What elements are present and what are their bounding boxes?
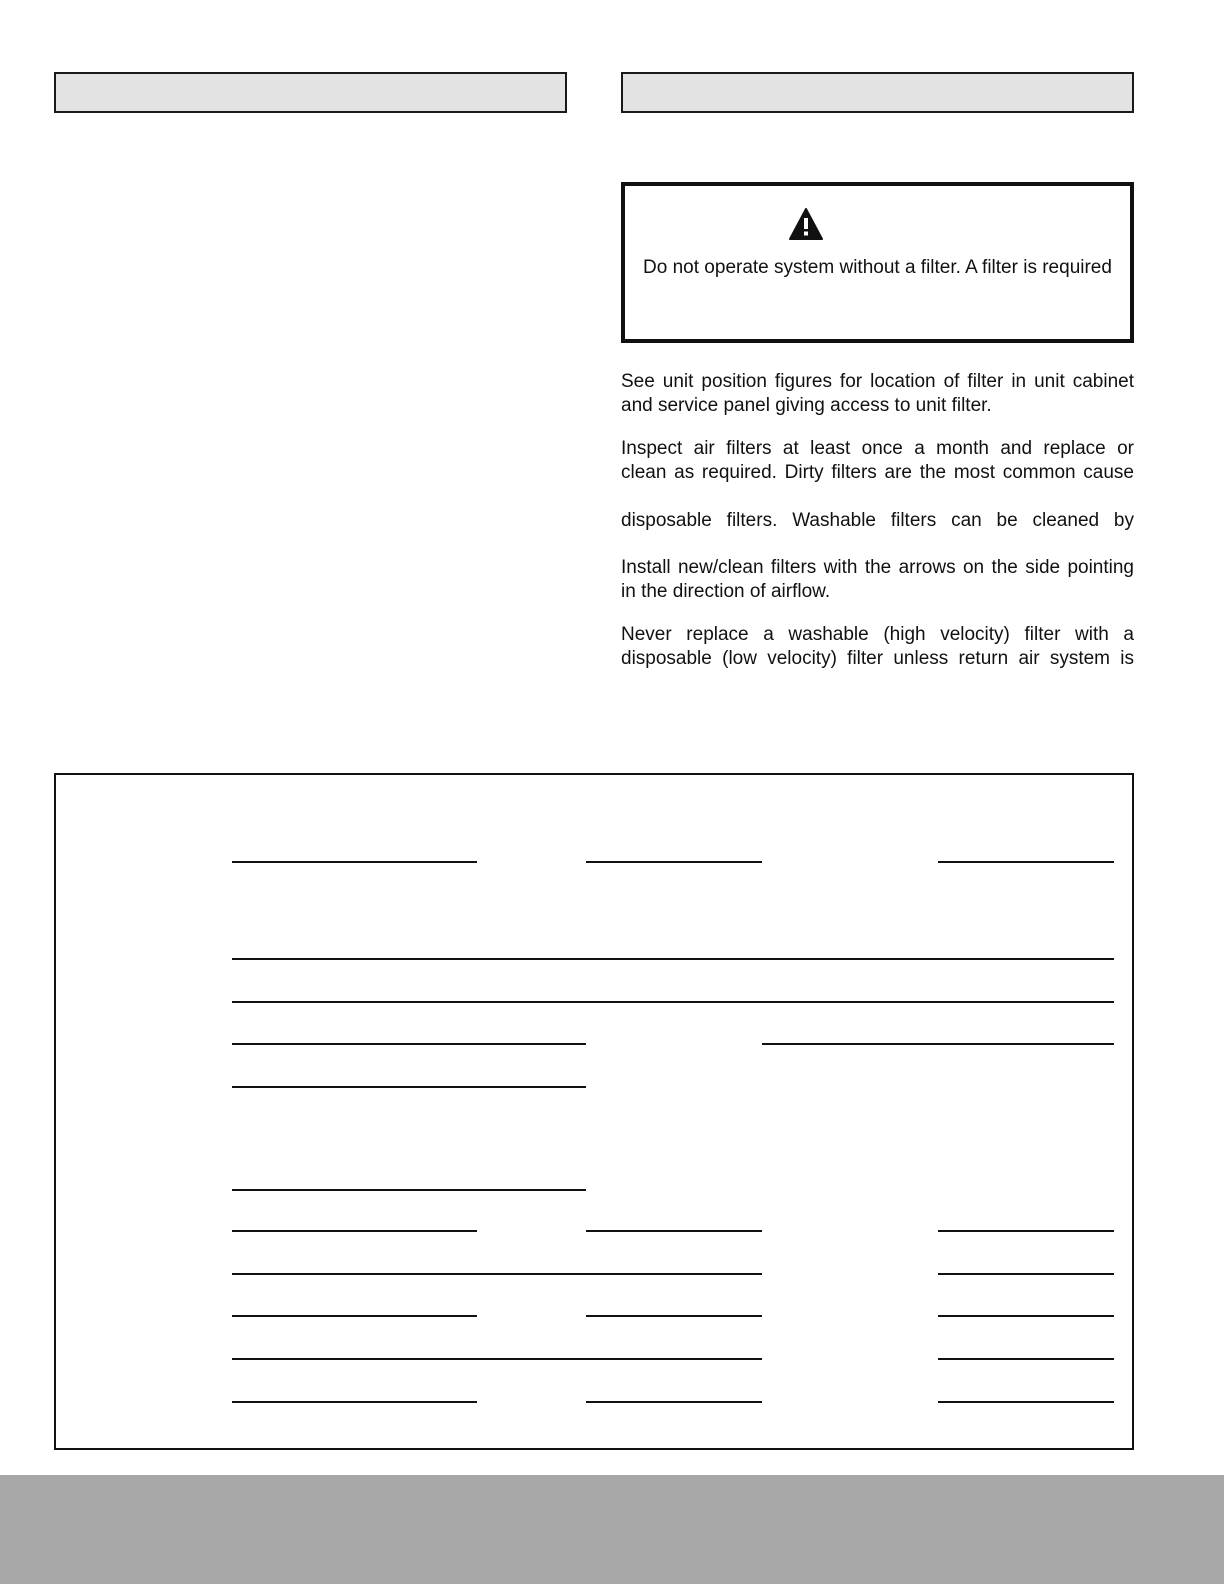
paragraph-never-replace xyxy=(621,623,1134,671)
paragraph-line: disposable filters. Washable filters can be cleaned by xyxy=(621,510,1134,531)
blank-line xyxy=(232,1086,586,1088)
warning-text: Do not operate system without a filter. A filter is required xyxy=(643,257,1112,278)
blank-line xyxy=(938,1358,1114,1360)
blank-line xyxy=(938,1315,1114,1317)
blank-line xyxy=(938,1230,1114,1232)
blank-line xyxy=(232,861,477,863)
footer-band xyxy=(0,1475,1224,1584)
warning-box xyxy=(621,182,1134,343)
warning-triangle-icon xyxy=(789,208,823,240)
blank-line xyxy=(232,1273,762,1275)
blank-line xyxy=(232,1358,762,1360)
paragraph-line: clean as required. Dirty filters are the most common cause xyxy=(621,462,1134,483)
paragraph-install-filters xyxy=(621,556,1134,604)
record-form-box xyxy=(54,773,1134,1450)
blank-line xyxy=(586,1230,762,1232)
paragraph-line: in the direction of airflow. xyxy=(621,581,831,602)
paragraph-line: and service panel giving access to unit filter. xyxy=(621,395,992,416)
paragraph-line: See unit position figures for location of filter in unit cabinet xyxy=(621,371,1134,392)
blank-line xyxy=(232,958,1114,960)
paragraph-line: Never replace a washable (high velocity) filter with a xyxy=(621,624,1134,645)
blank-line xyxy=(232,1043,586,1045)
blank-line xyxy=(762,1043,1114,1045)
paragraph-filter-location xyxy=(621,370,1134,418)
blank-line xyxy=(232,1001,1114,1003)
paragraph-line: disposable (low velocity) filter unless return air system is xyxy=(621,648,1134,669)
section-header-right xyxy=(621,72,1134,113)
blank-line xyxy=(938,861,1114,863)
blank-line xyxy=(938,1401,1114,1403)
blank-line xyxy=(232,1315,477,1317)
paragraph-line: Install new/clean filters with the arrows on the side pointing xyxy=(621,557,1134,578)
paragraph-inspect-filters xyxy=(621,437,1134,485)
paragraph-disposable-filters xyxy=(621,509,1134,533)
blank-line xyxy=(586,1315,762,1317)
blank-line xyxy=(586,1401,762,1403)
section-header-left xyxy=(54,72,567,113)
blank-line xyxy=(586,861,762,863)
paragraph-line: Inspect air filters at least once a month and replace or xyxy=(621,438,1134,459)
blank-line xyxy=(938,1273,1114,1275)
blank-line xyxy=(232,1230,477,1232)
blank-line xyxy=(232,1189,586,1191)
blank-line xyxy=(232,1401,477,1403)
